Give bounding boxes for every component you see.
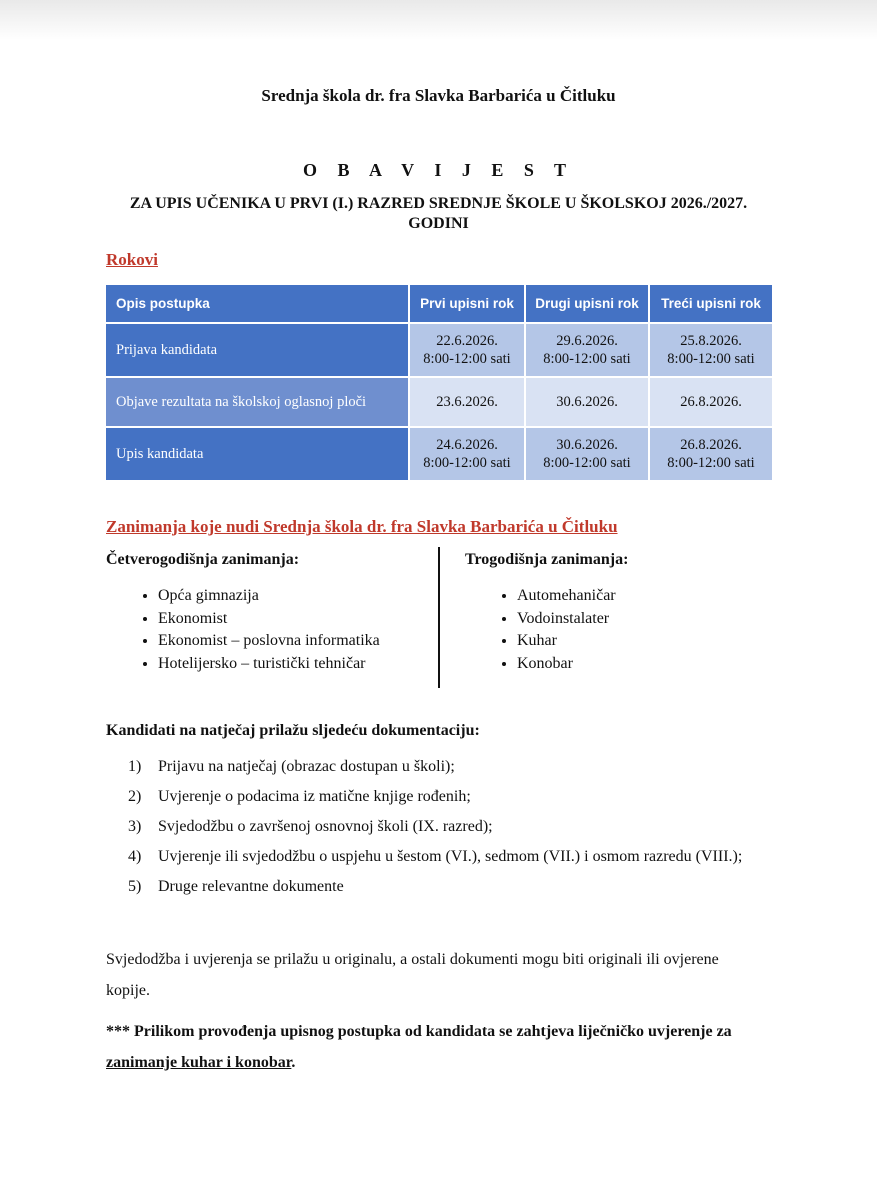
item-number: 1) — [128, 758, 142, 775]
medical-note — [106, 1016, 746, 1078]
cell-date: 22.6.2026. — [436, 333, 498, 349]
col-header-procedure: Opis postupka — [106, 285, 408, 322]
table-cell — [526, 324, 648, 376]
list-item: • Ekonomist — [158, 608, 380, 631]
deadlines-table — [104, 283, 774, 482]
cell-date: 30.6.2026. — [556, 437, 618, 453]
table-cell — [526, 428, 648, 480]
notice-subtitle: ZA UPIS UČENIKA U PRVI (I.) RAZRED SREDNJE ŠKOLE U ŠKOLSKOJ 2026./2027. GODINI — [129, 195, 748, 232]
row-label: Prijava kandidata — [106, 324, 408, 376]
list-item — [106, 812, 766, 842]
item-number: 5) — [128, 878, 142, 895]
table-cell: 23.6.2026. — [410, 378, 524, 426]
list-item: • Hotelijersko – turistički tehničar — [158, 653, 380, 676]
list-item — [106, 842, 766, 872]
cell-date: 26.8.2026. — [680, 437, 742, 453]
item-text: Prijavu na natječaj (obrazac dostupan u školi); — [158, 758, 455, 775]
cell-time: 8:00-12:00 sati — [423, 455, 511, 471]
table-cell: 26.8.2026. — [650, 378, 772, 426]
table-cell: 30.6.2026. — [526, 378, 648, 426]
three-year-list — [465, 585, 616, 675]
cell-time: 8:00-12:00 sati — [667, 455, 755, 471]
notice-title: O B A V I J E S T — [302, 160, 575, 180]
page-top-shadow — [0, 0, 877, 40]
item-number: 3) — [128, 818, 142, 835]
list-item — [106, 782, 766, 812]
originals-note: Svjedodžba i uvjerenja se prilažu u originalu, a ostali dokumenti mogu biti originali ili ovjerene kopije. — [106, 951, 719, 999]
list-item — [106, 752, 766, 782]
table-row — [106, 378, 772, 426]
four-year-list — [106, 585, 380, 675]
cell-time: 8:00-12:00 sati — [543, 455, 631, 471]
occupations-heading: Zanimanja koje nudi Srednja škola dr. fra Slavka Barbarića u Čitluku — [106, 517, 618, 536]
documents-title: Kandidati na natječaj prilažu sljedeću dokumentaciju: — [106, 722, 480, 739]
table-cell — [650, 324, 772, 376]
three-year-title: Trogodišnja zanimanja: — [465, 551, 629, 568]
item-text: Svjedodžbu o završenoj osnovnoj školi (IX. razred); — [158, 818, 493, 835]
col-header-second-term: Drugi upisni rok — [526, 285, 648, 322]
cell-date: 24.6.2026. — [436, 437, 498, 453]
four-year-title: Četverogodišnja zanimanja: — [106, 551, 300, 568]
list-item: • Vodoinstalater — [517, 608, 616, 631]
school-name: Srednja škola dr. fra Slavka Barbarića u Čitluku — [261, 86, 616, 105]
table-row — [106, 428, 772, 480]
medical-note-end: . — [291, 1054, 296, 1071]
table-row — [106, 324, 772, 376]
documents-list — [106, 752, 766, 902]
list-item: • Automehaničar — [517, 585, 616, 608]
medical-note-text: *** Prilikom provođenja upisnog postupka od kandidata se zahtjeva liječničko uvjerenje za — [106, 1023, 732, 1040]
col-header-third-term: Treći upisni rok — [650, 285, 772, 322]
cell-time: 8:00-12:00 sati — [667, 351, 755, 367]
table-cell — [410, 428, 524, 480]
row-label: Objave rezultata na školskoj oglasnoj ploči — [106, 378, 408, 426]
list-item: • Kuhar — [517, 630, 616, 653]
list-item: • Konobar — [517, 653, 616, 676]
column-divider — [438, 547, 440, 688]
item-text: Druge relevantne dokumente — [158, 878, 344, 895]
item-number: 2) — [128, 788, 142, 805]
item-number: 4) — [128, 848, 142, 865]
table-cell — [410, 324, 524, 376]
col-header-first-term: Prvi upisni rok — [410, 285, 524, 322]
cell-time: 8:00-12:00 sati — [543, 351, 631, 367]
cell-time: 8:00-12:00 sati — [423, 351, 511, 367]
list-item: • Opća gimnazija — [158, 585, 380, 608]
item-text: Uvjerenje o podacima iz matične knjige rođenih; — [158, 788, 471, 805]
cell-date: 25.8.2026. — [680, 333, 742, 349]
cell-date: 29.6.2026. — [556, 333, 618, 349]
table-header-row — [106, 285, 772, 322]
deadlines-heading: Rokovi — [106, 250, 158, 269]
row-label: Upis kandidata — [106, 428, 408, 480]
medical-note-underlined: zanimanje kuhar i konobar — [106, 1054, 292, 1071]
list-item — [106, 872, 766, 902]
table-cell — [650, 428, 772, 480]
list-item: • Ekonomist – poslovna informatika — [158, 630, 380, 653]
item-text: Uvjerenje ili svjedodžbu o uspjehu u šestom (VI.), sedmom (VII.) i osmom razredu (VIII.); — [158, 848, 743, 865]
